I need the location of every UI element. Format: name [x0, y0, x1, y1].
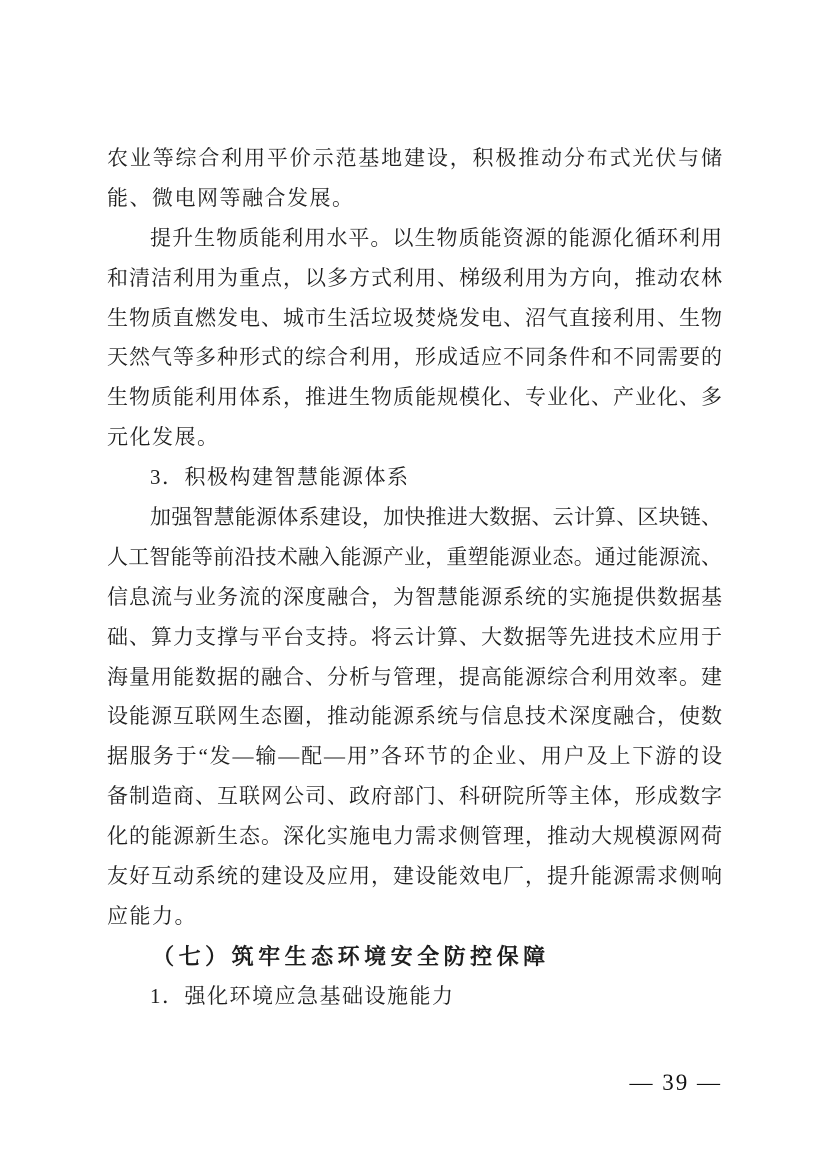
subsection-heading-1: 1．强化环境应急基础设施能力 [150, 983, 455, 1008]
text-line: 海量用能数据的融合、分析与管理，提高能源综合利用效率。建 [107, 664, 722, 689]
section-heading-7: （七）筑牢生态环境安全防控保障 [152, 943, 550, 969]
text-line: 备制造商、互联网公司、政府部门、科研院所等主体，形成数字 [107, 784, 722, 809]
text-line: 础、算力支撑与平台支持。将云计算、大数据等先进技术应用于 [107, 624, 722, 649]
text-line: 和清洁利用为重点，以多方式利用、梯级利用为方向，推动农林 [107, 265, 722, 290]
text-line: 应能力。 [107, 903, 197, 928]
subsection-heading-3: 3．积极构建智慧能源体系 [150, 465, 410, 490]
text-line: 农业等综合利用平价示范基地建设，积极推动分布式光伏与储 [107, 146, 722, 170]
text-line: 生物质直燃发电、城市生活垃圾焚烧发电、沼气直接利用、生物 [107, 305, 722, 330]
text-line: 人工智能等前沿技术融入能源产业，重塑能源业态。通过能源流、 [107, 544, 722, 569]
text-line: 能、微电网等融合发展。 [107, 185, 355, 210]
text-line: 天然气等多种形式的综合利用，形成适应不同条件和不同需要的 [107, 345, 722, 370]
text-line: 生物质能利用体系，推进生物质能规模化、专业化、产业化、多 [107, 385, 722, 410]
text-line: 元化发展。 [107, 425, 220, 450]
text-line: 设能源互联网生态圈，推动能源系统与信息技术深度融合，使数 [107, 704, 722, 729]
text-line: 提升生物质能利用水平。以生物质能资源的能源化循环利用 [150, 225, 722, 250]
page-number: — 39 — [629, 1070, 722, 1095]
text-line: 友好互动系统的建设及应用，建设能效电厂，提升能源需求侧响 [107, 864, 722, 889]
text-line: 据服务于“发—输—配—用”各环节的企业、用户及上下游的设 [107, 744, 722, 769]
text-line: 加强智慧能源体系建设，加快推进大数据、云计算、区块链、 [150, 505, 722, 530]
text-line: 信息流与业务流的深度融合，为智慧能源系统的实施提供数据基 [107, 584, 722, 609]
document-body [107, 139, 722, 1017]
text-line: 化的能源新生态。深化实施电力需求侧管理，推动大规模源网荷 [107, 824, 722, 849]
